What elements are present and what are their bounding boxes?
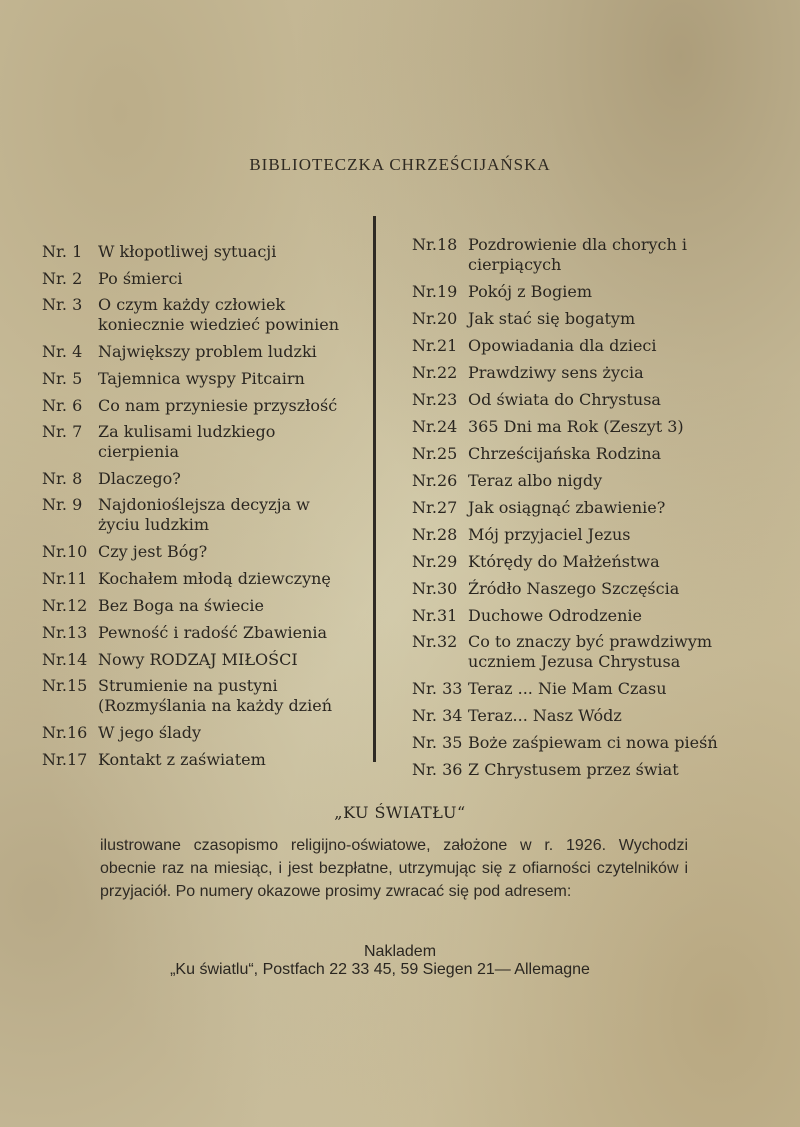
entry-title: Teraz... Nasz Wódz	[468, 706, 622, 725]
entry-title: Najdonioślejsza decyzja w życiu ludzkim	[98, 495, 310, 534]
catalog-entry	[42, 241, 362, 262]
entry-title: Boże zaśpiewam ci nowa pieśń	[468, 733, 718, 752]
catalog-entry	[412, 235, 742, 275]
catalog-entry	[42, 622, 362, 643]
entry-title: Co nam przyniesie przyszłość	[98, 396, 338, 415]
entry-title: Pozdrowienie dla chorych i cierpiących	[468, 235, 687, 274]
entry-number: Nr.16	[42, 723, 88, 742]
catalog-entry	[412, 759, 742, 780]
entry-number: Nr. 34	[412, 706, 463, 725]
entry-number: Nr.23	[412, 390, 458, 409]
entry-title: 365 Dni ma Rok (Zeszyt 3)	[468, 417, 684, 436]
entry-title: Za kulisami ludzkiego cierpienia	[98, 422, 276, 461]
catalog-entry	[42, 368, 362, 389]
entry-title: Nowy RODZAJ MIŁOŚCI	[98, 650, 298, 669]
entry-title: Kontakt z zaświatem	[98, 750, 266, 769]
entry-number: Nr.24	[412, 417, 458, 436]
entry-title: Co to znaczy być prawdziwym uczniem Jezusa Chrystusa	[468, 632, 713, 671]
entry-title: Po śmierci	[98, 269, 183, 288]
entry-title: Chrześcijańska Rodzina	[468, 444, 662, 463]
catalog-entry	[412, 335, 742, 356]
entry-title: Jak stać się bogatym	[468, 309, 636, 328]
catalog-entry	[412, 524, 742, 545]
catalog-left-column	[42, 241, 362, 776]
entry-number: Nr.17	[42, 750, 88, 769]
entry-title: Pewność i radość Zbawienia	[98, 623, 328, 642]
entry-number: Nr. 4	[42, 342, 83, 361]
catalog-entry	[42, 468, 362, 489]
entry-title: Od świata do Chrystusa	[468, 390, 661, 409]
entry-number: Nr. 6	[42, 396, 83, 415]
entry-title: Z Chrystusem przez świat	[468, 760, 679, 779]
entry-title: Prawdziwy sens życia	[468, 363, 644, 382]
publisher-label: Nakladem	[363, 943, 437, 960]
entry-number: Nr.31	[412, 606, 458, 625]
entry-title: W kłopotliwej sytuacji	[98, 242, 277, 261]
catalog-entry	[412, 362, 742, 383]
entry-number: Nr.20	[412, 309, 458, 328]
catalog-entry	[412, 416, 742, 437]
catalog-entry	[412, 389, 742, 410]
catalog-entry	[42, 749, 362, 770]
catalog-entry	[42, 568, 362, 589]
entry-number: Nr.26	[412, 471, 458, 490]
entry-number: Nr. 3	[42, 295, 83, 314]
entry-number: Nr.13	[42, 623, 88, 642]
entry-title: Bez Boga na świecie	[98, 596, 264, 615]
entry-title: Teraz albo nigdy	[468, 471, 603, 490]
catalog-entry	[412, 578, 742, 599]
catalog-entry	[42, 595, 362, 616]
entry-title: Strumienie na pustyni (Rozmyślania na każdy dzień	[98, 676, 332, 715]
entry-number: Nr. 36	[412, 760, 463, 779]
catalog-entry	[42, 341, 362, 362]
page-title: BIBLIOTECZKA CHRZEŚCIJAŃSKA	[249, 155, 551, 174]
column-divider	[373, 216, 376, 762]
catalog-entry	[42, 422, 362, 462]
entry-number: Nr.32	[412, 632, 458, 651]
entry-number: Nr. 8	[42, 469, 83, 488]
entry-number: Nr. 2	[42, 269, 83, 288]
entry-title: Którędy do Małżeństwa	[468, 552, 660, 571]
entry-title: W jego ślady	[98, 723, 202, 742]
catalog-entry	[42, 722, 362, 743]
catalog-entry	[412, 605, 742, 626]
catalog-entry	[42, 541, 362, 562]
entry-title: Tajemnica wyspy Pitcairn	[98, 369, 305, 388]
entry-number: Nr.25	[412, 444, 458, 463]
magazine-description: ilustrowane czasopismo religijno-oświatowe, założone w r. 1926. Wychodzi obecnie raz na miesiąc, i jest bezpłatne, utrzymując się z ofiarności czytelników i przyjaciół. Po numery okazowe prosimy zwracać się pod adresem:	[100, 837, 688, 900]
entry-number: Nr. 9	[42, 495, 83, 514]
entry-number: Nr.19	[412, 282, 458, 301]
entry-title: Kochałem młodą dziewczynę	[98, 569, 331, 588]
entry-title: Duchowe Odrodzenie	[468, 606, 642, 625]
catalog-entry	[42, 495, 362, 535]
entry-title: Czy jest Bóg?	[98, 542, 208, 561]
entry-number: Nr. 7	[42, 422, 83, 441]
catalog-entry	[42, 295, 362, 335]
entry-title: Źródło Naszego Szczęścia	[468, 579, 680, 598]
entry-number: Nr.14	[42, 650, 88, 669]
entry-number: Nr.30	[412, 579, 458, 598]
entry-title: Teraz ... Nie Mam Czasu	[468, 679, 667, 698]
entry-number: Nr.27	[412, 498, 458, 517]
entry-number: Nr.22	[412, 363, 458, 382]
entry-title: Pokój z Bogiem	[468, 282, 593, 301]
catalog-entry	[412, 678, 742, 699]
entry-number: Nr. 33	[412, 679, 463, 698]
catalog-entry	[412, 443, 742, 464]
catalog-entry	[412, 470, 742, 491]
catalog-entry	[42, 676, 362, 716]
entry-number: Nr.18	[412, 235, 458, 254]
catalog-entry	[412, 308, 742, 329]
catalog-right-column	[412, 235, 742, 786]
entry-number: Nr.29	[412, 552, 458, 571]
publisher-address: „Ku światlu“, Postfach 22 33 45, 59 Siegen 21— Allemagne	[170, 961, 590, 978]
catalog-entry	[412, 281, 742, 302]
entry-number: Nr.10	[42, 542, 88, 561]
catalog-entry	[42, 649, 362, 670]
entry-title: Dlaczego?	[98, 469, 181, 488]
catalog-entry	[42, 395, 362, 416]
catalog-entry	[42, 268, 362, 289]
entry-number: Nr.11	[42, 569, 88, 588]
entry-number: Nr. 5	[42, 369, 83, 388]
catalog-entry	[412, 705, 742, 726]
entry-number: Nr.15	[42, 676, 88, 695]
entry-number: Nr. 1	[42, 242, 83, 261]
entry-title: Największy problem ludzki	[98, 342, 317, 361]
entry-number: Nr.12	[42, 596, 88, 615]
entry-number: Nr.21	[412, 336, 458, 355]
catalog-entry	[412, 632, 742, 672]
entry-title: Mój przyjaciel Jezus	[468, 525, 631, 544]
entry-title: Opowiadania dla dzieci	[468, 336, 657, 355]
catalog-entry	[412, 551, 742, 572]
entry-number: Nr. 35	[412, 733, 463, 752]
entry-title: Jak osiągnąć zbawienie?	[468, 498, 666, 517]
entry-number: Nr.28	[412, 525, 458, 544]
entry-title: O czym każdy człowiek koniecznie wiedzieć powinien	[98, 295, 340, 334]
catalog-entry	[412, 732, 742, 753]
magazine-heading: „KU ŚWIATŁU“	[334, 803, 466, 822]
catalog-entry	[412, 497, 742, 518]
